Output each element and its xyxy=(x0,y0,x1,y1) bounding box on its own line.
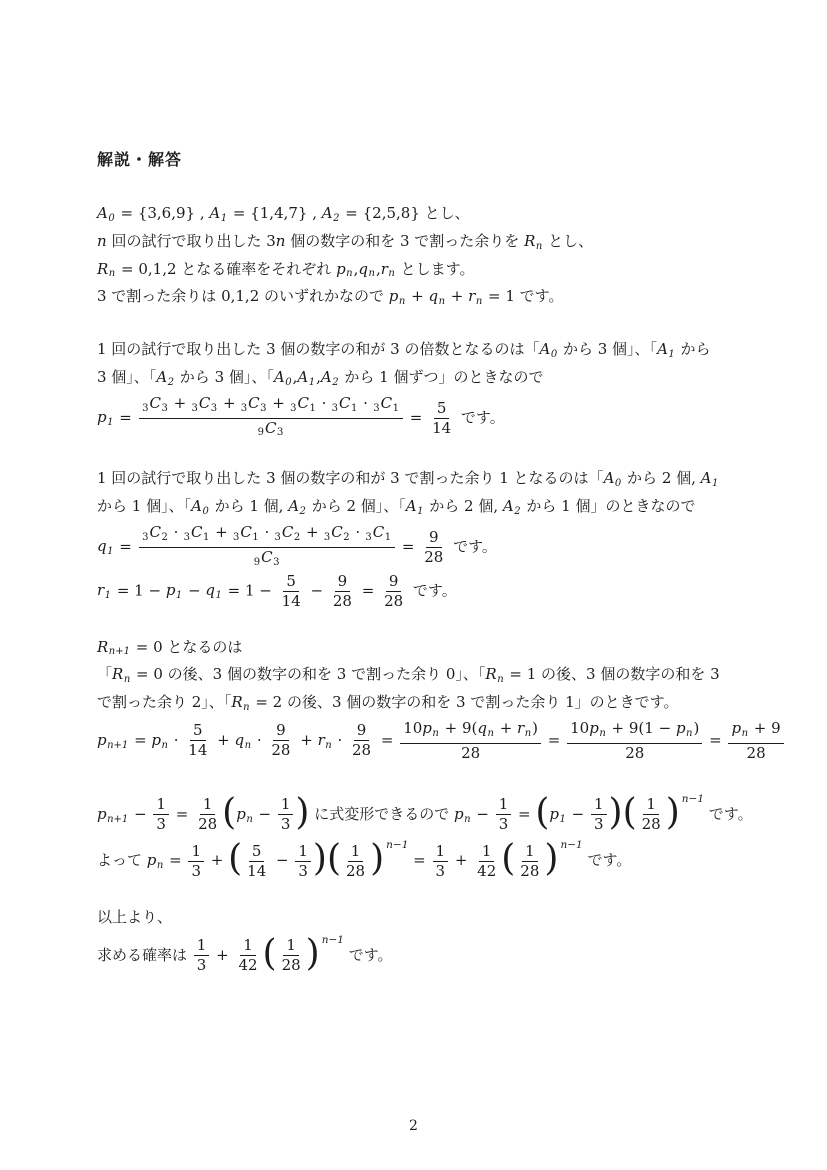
math-var: A1 xyxy=(657,340,675,360)
math-fraction xyxy=(429,399,454,438)
math-combination: 3C1 xyxy=(365,522,392,543)
math-var: A2 xyxy=(320,367,339,388)
text-run: = 0 の後、3 個の数字の和を 3 で割った余り 0」、「 xyxy=(131,665,486,684)
close-paren: ) xyxy=(305,932,320,974)
math-var: p1 xyxy=(97,408,114,428)
math-var: rn xyxy=(380,259,395,280)
close-paren: ) xyxy=(544,838,559,880)
math-combination: 3C1 xyxy=(373,393,399,414)
text-line xyxy=(97,394,745,443)
math-var: pn xyxy=(236,804,253,825)
text-run: + xyxy=(406,287,429,306)
text-run: 42 xyxy=(477,861,497,880)
text-run: から 2 個, xyxy=(622,469,701,488)
math-paren-group xyxy=(501,838,583,880)
text-run: · xyxy=(168,730,184,749)
text-run: 9 xyxy=(356,721,367,740)
math-var: pn xyxy=(146,851,164,872)
text-run: = xyxy=(397,537,420,556)
text-run: = 0 となるのは xyxy=(130,637,243,656)
math-paren-group xyxy=(326,838,409,880)
text-run: − xyxy=(253,804,276,823)
text-run: 14 xyxy=(188,741,208,760)
math-combination: 3C1 xyxy=(232,522,259,543)
text-run: 3 xyxy=(156,815,166,834)
paragraph xyxy=(97,906,745,976)
text-run: + 9 xyxy=(749,718,781,737)
math-exponent: n−1 xyxy=(386,839,409,852)
math-var: rn xyxy=(317,730,332,751)
math-fraction xyxy=(279,572,304,611)
text-run: 28 xyxy=(641,815,661,834)
math-fraction xyxy=(343,842,368,881)
text-run: + xyxy=(168,393,191,412)
math-var: q1 xyxy=(97,537,114,558)
math-var: A1 xyxy=(297,367,316,388)
text-run: とし、 xyxy=(543,231,594,250)
math-combination: 9C3 xyxy=(257,418,284,439)
text-run: 9 xyxy=(429,527,439,546)
text-run: 1 xyxy=(298,841,308,860)
math-fraction xyxy=(185,721,210,760)
text-run: から 2 個」、「 xyxy=(306,497,406,516)
math-var: r1 xyxy=(97,581,112,601)
open-paren: ( xyxy=(228,838,243,880)
text-run: , xyxy=(375,259,381,278)
text-run: = xyxy=(404,408,428,427)
text-run: 28 xyxy=(625,743,645,762)
math-var: A1 xyxy=(405,497,424,517)
text-run: + xyxy=(450,851,473,870)
math-var: qn xyxy=(358,259,375,280)
math-var: Rn+1 xyxy=(97,637,130,658)
close-paren: ) xyxy=(370,838,385,880)
text-run: 28 xyxy=(198,815,218,834)
text-line xyxy=(97,366,745,394)
math-combination: 3C2 xyxy=(142,522,168,543)
text-run: 3 個」、「 xyxy=(97,367,157,386)
text-run: − xyxy=(271,851,294,870)
text-run: · xyxy=(259,522,275,541)
close-paren: ) xyxy=(665,791,680,833)
text-run: 1 xyxy=(350,841,361,860)
text-run: 28 xyxy=(424,547,444,566)
math-paren-group xyxy=(222,791,310,834)
text-run: , xyxy=(353,259,359,278)
math-fraction xyxy=(278,795,294,834)
text-run: 1 xyxy=(481,841,492,860)
text-line xyxy=(97,636,745,664)
text-run: から 2 個, xyxy=(424,497,503,516)
math-combination: 3C1 xyxy=(331,393,358,414)
text-run: · xyxy=(168,522,184,541)
paragraph xyxy=(97,467,745,610)
text-run: 28 xyxy=(461,743,481,762)
open-paren: ( xyxy=(326,838,341,880)
text-run: 28 xyxy=(346,861,366,880)
text-run: 3 xyxy=(298,861,308,880)
text-run: + xyxy=(446,287,469,306)
text-run: です。 xyxy=(343,945,393,964)
math-fraction xyxy=(591,795,607,834)
text-run: から 1 個ずつ」のときなので xyxy=(339,367,544,386)
text-run: + 9( xyxy=(439,718,478,737)
text-run: 以上より、 xyxy=(97,907,173,926)
text-run: − xyxy=(471,804,494,823)
text-run: 10 xyxy=(403,718,423,737)
text-run: = 1 の後、3 個の数字の和を 3 xyxy=(504,665,720,684)
text-run: = 0,1,2 となる確率をそれぞれ xyxy=(116,259,337,278)
text-run: 28 xyxy=(384,591,404,610)
text-run: 1 xyxy=(498,795,509,814)
math-fraction xyxy=(639,795,664,834)
text-run: 1 xyxy=(202,795,213,814)
text-line xyxy=(97,788,753,835)
math-var: pn xyxy=(336,259,353,280)
text-run: です。 xyxy=(582,851,632,870)
text-run: + xyxy=(210,522,233,541)
text-run: 3 xyxy=(191,861,201,880)
math-fraction xyxy=(188,842,204,881)
text-run: から 3 個」、「 xyxy=(175,367,274,386)
text-run: 個の数字の和を 3 で割った余りを xyxy=(285,231,525,250)
text-line xyxy=(97,258,745,286)
math-var: qn xyxy=(477,718,494,739)
text-run: ) xyxy=(693,718,700,737)
text-run: から 1 個, xyxy=(209,497,289,516)
text-run: · xyxy=(350,522,365,541)
text-run: = {2,5,8} とし、 xyxy=(340,204,470,222)
math-combination: 3C1 xyxy=(183,522,210,543)
math-var: q1 xyxy=(205,581,222,601)
text-run: + xyxy=(494,718,518,737)
math-exponent: n−1 xyxy=(560,839,583,852)
text-run: 3 xyxy=(280,815,291,834)
text-run: , xyxy=(292,367,298,386)
math-combination: 3C1 xyxy=(290,393,316,414)
math-var: pn xyxy=(454,804,471,825)
math-fraction xyxy=(235,936,260,975)
math-var: Rn xyxy=(97,259,116,280)
math-var: A0 xyxy=(97,204,115,224)
math-fraction xyxy=(139,523,396,572)
text-run: で割った余り 2」、「 xyxy=(97,693,232,712)
text-run: = xyxy=(114,537,137,556)
text-line xyxy=(97,906,745,929)
math-var: p1 xyxy=(549,804,566,825)
text-run: 3 で割った余りは 0,1,2 のいずれかなので xyxy=(97,287,389,306)
text-run: 28 xyxy=(332,591,352,610)
text-run: 42 xyxy=(238,956,258,975)
math-var: qn xyxy=(428,287,446,308)
text-run: です。 xyxy=(456,408,505,427)
text-run: 1 xyxy=(646,795,656,814)
math-var: pn xyxy=(589,718,606,739)
text-run: = xyxy=(376,730,399,749)
math-fraction xyxy=(728,719,783,763)
math-var: n xyxy=(97,231,107,250)
text-run: から xyxy=(675,340,711,359)
math-combination: 3C2 xyxy=(323,522,350,543)
page-title: 解説・解答 xyxy=(97,150,183,169)
text-run: = 1 − xyxy=(222,581,277,600)
math-combination: 9C3 xyxy=(253,547,280,568)
text-line xyxy=(97,338,745,366)
math-var: A1 xyxy=(700,469,719,490)
text-run: = xyxy=(543,730,566,749)
math-var: A0 xyxy=(539,340,558,360)
text-line xyxy=(97,495,745,523)
open-paren: ( xyxy=(262,932,277,974)
math-var: A2 xyxy=(156,367,175,388)
text-run: = {1,4,7} , xyxy=(228,204,322,222)
text-line xyxy=(97,663,745,691)
math-var: n xyxy=(275,231,286,250)
math-var: Rn xyxy=(112,665,131,686)
text-run: 3 xyxy=(498,815,509,834)
text-run: = xyxy=(356,581,380,600)
math-var: rn xyxy=(517,718,532,739)
math-var: qn xyxy=(234,730,252,751)
text-run: 9 xyxy=(276,721,286,740)
text-run: 1 xyxy=(243,936,253,955)
math-var: rn xyxy=(468,287,483,308)
close-paren: ) xyxy=(608,791,623,833)
math-var: A0 xyxy=(273,367,292,388)
text-run: 14 xyxy=(247,861,267,880)
text-run: · xyxy=(316,393,332,412)
document-content xyxy=(97,147,781,975)
text-line xyxy=(97,834,745,881)
math-fraction xyxy=(279,936,304,975)
text-run: 1 xyxy=(525,841,535,860)
text-run: + xyxy=(212,730,235,749)
text-run: 3 xyxy=(435,861,446,880)
text-run: ) xyxy=(532,718,539,737)
math-var: pn xyxy=(388,287,406,308)
text-run: よって xyxy=(97,851,147,870)
text-run: = xyxy=(129,730,152,749)
text-line xyxy=(97,523,745,572)
text-run: − xyxy=(183,581,206,600)
text-line xyxy=(97,202,745,230)
math-fraction xyxy=(567,719,702,763)
math-fraction xyxy=(400,719,541,763)
math-combination: 3C2 xyxy=(274,522,301,543)
math-paren-group xyxy=(228,838,327,880)
text-line xyxy=(97,718,781,763)
text-run: 1 xyxy=(286,936,296,955)
math-var: A2 xyxy=(288,497,306,517)
math-fraction xyxy=(421,528,446,567)
open-paren: ( xyxy=(622,791,637,833)
text-run: とします。 xyxy=(395,259,475,278)
text-run: = {3,6,9} , xyxy=(115,204,210,222)
text-run: 28 xyxy=(281,956,301,975)
text-run: 「 xyxy=(97,665,113,684)
text-run: 1 回の試行で取り出した 3 個の数字の和が 3 で割った余り 1 となるのは「 xyxy=(97,469,604,488)
math-var: pn xyxy=(151,730,168,751)
text-run: 10 xyxy=(570,718,590,737)
open-paren: ( xyxy=(535,791,550,833)
math-var: A1 xyxy=(209,204,228,224)
text-line xyxy=(97,572,745,611)
math-fraction xyxy=(244,842,269,881)
close-paren: ) xyxy=(312,838,327,880)
math-var: A0 xyxy=(191,497,209,517)
math-fraction xyxy=(496,795,512,834)
text-run: から 3 個」、「 xyxy=(558,340,658,359)
text-run: − xyxy=(129,804,152,823)
math-fraction xyxy=(153,795,169,834)
text-run: + xyxy=(211,945,234,964)
math-fraction xyxy=(433,842,449,881)
math-var: p1 xyxy=(165,581,183,601)
text-run: 5 xyxy=(251,841,262,860)
paragraph xyxy=(97,788,753,881)
text-run: = 1 です。 xyxy=(483,287,564,306)
text-run: = xyxy=(513,804,536,823)
open-paren: ( xyxy=(501,838,516,880)
text-run: 5 xyxy=(286,571,296,590)
text-run: 5 xyxy=(193,721,203,740)
text-run: です。 xyxy=(448,537,497,556)
text-run: = xyxy=(114,408,137,427)
text-run: 1 回の試行で取り出した 3 個の数字の和が 3 の倍数となるのは「 xyxy=(97,340,540,359)
math-fraction xyxy=(268,721,293,760)
math-combination: 3C3 xyxy=(240,393,267,414)
text-run: · xyxy=(358,393,373,412)
math-combination: 3C3 xyxy=(142,393,168,414)
paragraph xyxy=(97,636,781,763)
math-fraction xyxy=(195,795,220,834)
math-fraction xyxy=(474,842,499,881)
math-var: pn+1 xyxy=(97,804,129,825)
text-run: 3 xyxy=(593,815,604,834)
math-combination: 3C3 xyxy=(191,393,218,414)
text-run: + xyxy=(295,730,318,749)
text-run: · xyxy=(252,730,267,749)
math-fraction xyxy=(194,936,210,975)
math-var: pn xyxy=(422,718,439,739)
math-exponent: n−1 xyxy=(321,933,344,946)
text-run: 9 xyxy=(337,571,348,590)
text-run: 求める確率は xyxy=(97,945,192,964)
text-run: = 1 − xyxy=(112,581,166,600)
text-run: + xyxy=(267,393,290,412)
text-run: − xyxy=(305,581,328,600)
text-run: 5 xyxy=(436,398,447,417)
text-run: · xyxy=(332,730,347,749)
paragraph xyxy=(97,338,745,442)
text-run: = xyxy=(170,804,194,823)
text-run: + xyxy=(218,393,241,412)
math-fraction xyxy=(295,842,311,881)
math-var: pn xyxy=(731,718,749,739)
text-run: , xyxy=(316,367,321,386)
text-run: 28 xyxy=(352,741,372,760)
text-line xyxy=(97,467,745,495)
text-line xyxy=(97,691,745,719)
text-run: 3 xyxy=(196,956,207,975)
text-run: + xyxy=(301,522,324,541)
math-exponent: n−1 xyxy=(681,792,705,805)
text-run: から 1 個」、「 xyxy=(97,497,192,516)
text-run: 28 xyxy=(520,861,540,880)
text-run: = xyxy=(408,851,431,870)
math-fraction xyxy=(330,572,355,611)
text-run: − xyxy=(566,804,589,823)
math-var: pn xyxy=(675,718,693,739)
text-run: = 2 の後、3 個の数字の和を 3 で割った余り 1」のときです。 xyxy=(250,693,679,712)
text-run: 1 xyxy=(196,936,207,955)
text-line xyxy=(97,230,745,258)
math-var: Rn xyxy=(524,231,543,252)
text-run: 28 xyxy=(271,741,291,760)
math-var: Rn xyxy=(485,665,504,686)
text-run: に式変形できるので xyxy=(309,804,455,823)
text-run: 14 xyxy=(281,591,301,610)
text-run: + 9(1 − xyxy=(606,718,676,737)
text-run: 14 xyxy=(432,418,452,437)
math-paren-group xyxy=(622,791,705,834)
text-run: = xyxy=(164,851,187,870)
text-run: 1 xyxy=(280,795,291,814)
text-run: です。 xyxy=(408,581,457,600)
math-var: A0 xyxy=(603,469,622,490)
text-run: 1 xyxy=(435,841,446,860)
math-paren-group xyxy=(535,791,623,834)
text-run: から 1 個」のときなので xyxy=(521,497,696,516)
text-run: 回の試行で取り出した 3 xyxy=(106,231,276,250)
math-fraction xyxy=(139,394,403,443)
math-var: A2 xyxy=(502,497,521,517)
text-run: 1 xyxy=(191,841,201,860)
math-fraction xyxy=(349,721,374,760)
text-run: 28 xyxy=(746,743,766,762)
page-number: 2 xyxy=(409,1118,418,1134)
close-paren: ) xyxy=(295,791,310,833)
text-run: です。 xyxy=(704,804,753,823)
math-var: pn+1 xyxy=(97,730,129,751)
math-paren-group xyxy=(262,932,344,975)
math-fraction xyxy=(381,572,406,611)
text-run: + xyxy=(206,851,229,870)
text-line xyxy=(97,929,745,976)
math-fraction xyxy=(517,842,542,881)
open-paren: ( xyxy=(222,791,237,833)
text-run: 1 xyxy=(593,795,604,814)
text-run: = xyxy=(704,730,727,749)
text-line xyxy=(97,285,745,313)
math-var: Rn xyxy=(231,693,250,713)
math-var: A2 xyxy=(321,204,340,224)
text-run: 1 xyxy=(156,795,166,814)
text-run: 9 xyxy=(388,571,399,590)
paragraph xyxy=(97,202,745,313)
